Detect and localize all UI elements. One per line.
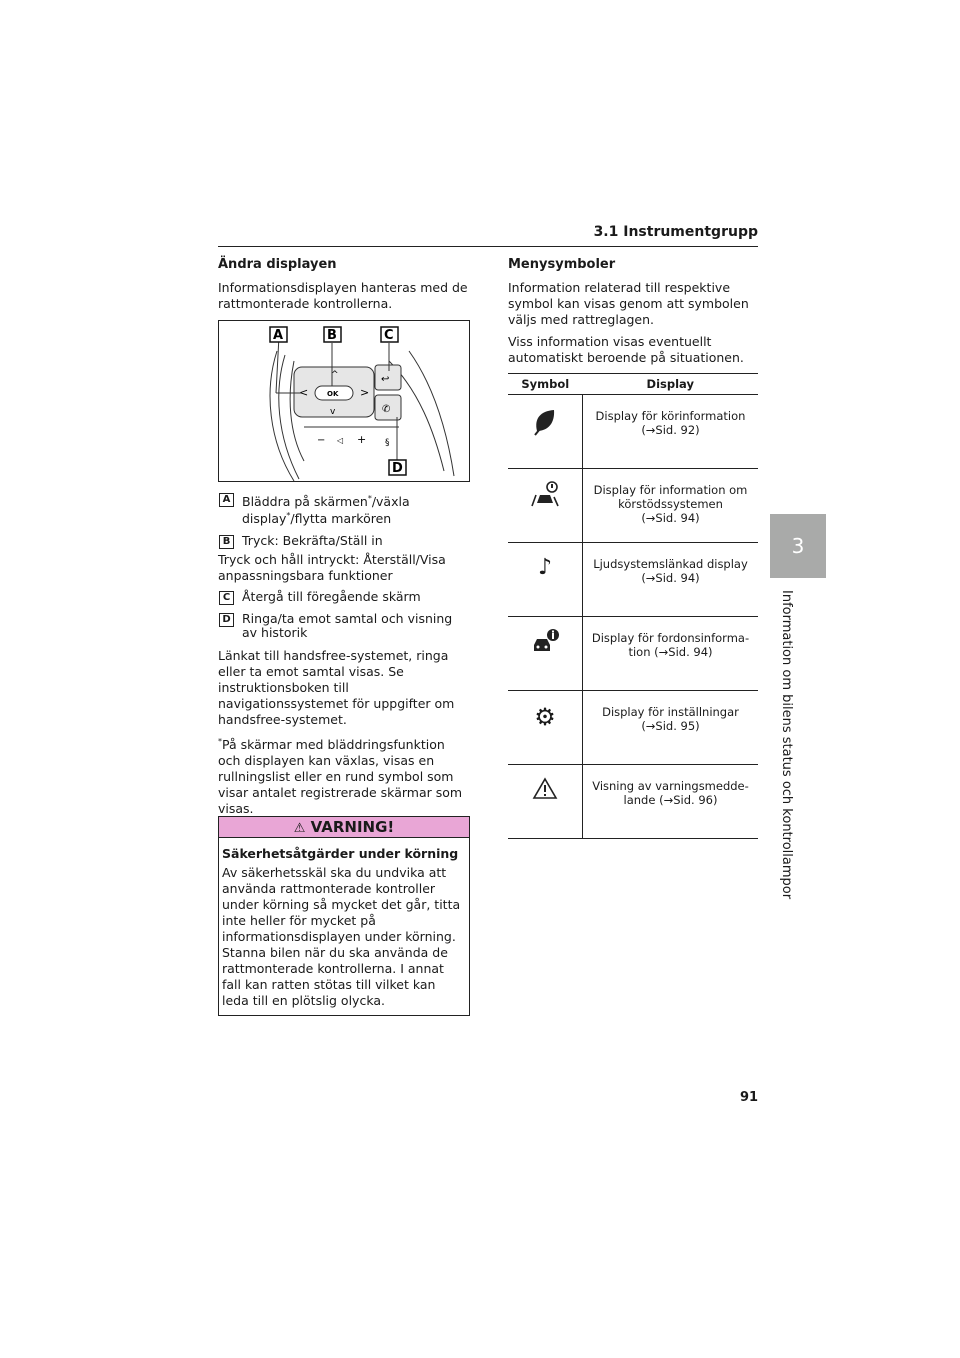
- svg-text:✆: ✆: [382, 404, 391, 415]
- figure-label-c: C: [384, 328, 394, 343]
- gear-icon: ⚙: [534, 703, 556, 731]
- table-row: Display för körinformation (→Sid. 92): [508, 395, 758, 469]
- svg-text:^: ^: [331, 370, 339, 380]
- chapter-title: Information om bilens status och kontrollampor: [779, 590, 794, 900]
- column-header-display: Display: [583, 374, 759, 395]
- warning-header: [219, 817, 469, 838]
- warning-text: Av säkerhetsskäl ska du undvika att använda rattmonterade kontroller under körning så mycket det går, titta inte heller för mycket på informationsdisplayen under körning. Stanna bilen när du ska använda de rattmonterade kontrollerna. I annat fall kan ratten stötas till vilket kan leda till en plötslig olycka.: [222, 865, 461, 1008]
- warning-subheading: Säkerhetsåtgärder under körning: [222, 846, 459, 861]
- svg-text:↩: ↩: [381, 374, 390, 385]
- menu-symbols-table: [508, 373, 758, 839]
- section-title: 3.1 Instrumentgrupp: [593, 224, 758, 240]
- item-key-c: C: [219, 591, 234, 605]
- column-header-symbol: Symbol: [508, 374, 583, 395]
- section-heading: Ändra displayen: [218, 257, 337, 272]
- vehicle-info-icon: [530, 629, 560, 655]
- list-item-a: A Bläddra på skärmen*/växla display*/flytta markören: [218, 492, 470, 526]
- warning-icon: [532, 777, 558, 801]
- steering-controls-illustration: [219, 321, 469, 481]
- svg-text:−: −: [317, 435, 326, 446]
- item-key-a: A: [219, 493, 234, 507]
- item-key-b: B: [219, 535, 234, 549]
- right-column: [508, 257, 758, 372]
- item-text-b: Tryck: Bekräfta/Ställ in: [242, 533, 383, 549]
- menu-paragraph-2: Viss information visas eventuellt automatiskt beroende på situationen.: [508, 334, 744, 365]
- svg-text:+: +: [357, 433, 367, 446]
- list-item-b: [218, 534, 470, 548]
- svg-text:v: v: [330, 407, 336, 417]
- warning-box: [218, 816, 470, 1016]
- figure-label-b: B: [327, 328, 337, 343]
- svg-text:>: >: [360, 386, 370, 399]
- list-item-d: [218, 612, 470, 640]
- table-row: Visning av varningsmedde- lande (→Sid. 96): [508, 765, 758, 839]
- driver-assist-icon: [530, 481, 560, 507]
- item-extra-d: Länkat till handsfree-systemet, ringa eller ta emot samtal visas. Se instruktionsboken till navigationssystemet för uppgifter om handsfree-systemet.: [218, 648, 455, 728]
- footnote: *På skärmar med bläddringsfunktion och displayen kan växlas, visas en rullningslist eller en rund symbol som visar antalet registrerade skärmar som visas.: [218, 737, 463, 817]
- intro-paragraph: Informationsdisplayen hanteras med de rattmonterade kontrollerna.: [218, 280, 468, 311]
- running-header: [218, 224, 758, 247]
- svg-text:<: <: [299, 386, 309, 399]
- table-row: ⚙ Display för inställningar (→Sid. 95): [508, 691, 758, 765]
- svg-text:§: §: [385, 438, 390, 448]
- figure-label-d: D: [392, 461, 403, 476]
- table-header-row: [508, 374, 758, 395]
- steering-controls-figure: [218, 320, 470, 482]
- list-item-c: [218, 590, 470, 604]
- item-text-d: Ringa/ta emot samtal och visning av historik: [242, 611, 453, 641]
- item-key-d: D: [219, 613, 234, 627]
- chapter-number: 3: [791, 534, 805, 558]
- chapter-tab: [770, 514, 826, 578]
- item-text-c: Återgå till föregående skärm: [242, 589, 421, 605]
- leaf-icon: [532, 407, 558, 437]
- music-note-icon: ♪: [537, 555, 553, 580]
- warning-triangle-icon: ⚠: [293, 821, 306, 836]
- svg-text:◁: ◁: [337, 436, 344, 445]
- table-row: Display för fordonsinforma- tion (→Sid. 94): [508, 617, 758, 691]
- warning-body: [219, 838, 469, 1009]
- item-extra-b: Tryck och håll intryckt: Återställ/Visa anpassningsbara funktioner: [218, 552, 446, 584]
- left-column: [218, 257, 470, 817]
- table-row: Display för information om körstödssystemen (→Sid. 94): [508, 469, 758, 543]
- table-row: ♪ Ljudsystemslänkad display (→Sid. 94): [508, 543, 758, 617]
- menu-symbols-heading: Menysymboler: [508, 257, 616, 272]
- warning-title: VARNING!: [310, 818, 395, 836]
- ok-button-label: OK: [327, 390, 339, 398]
- page-number: 91: [740, 1090, 759, 1105]
- menu-paragraph-1: Information relaterad till respektive symbol kan visas genom att symbolen väljs med rattreglagen.: [508, 280, 749, 327]
- figure-label-a: A: [273, 328, 284, 343]
